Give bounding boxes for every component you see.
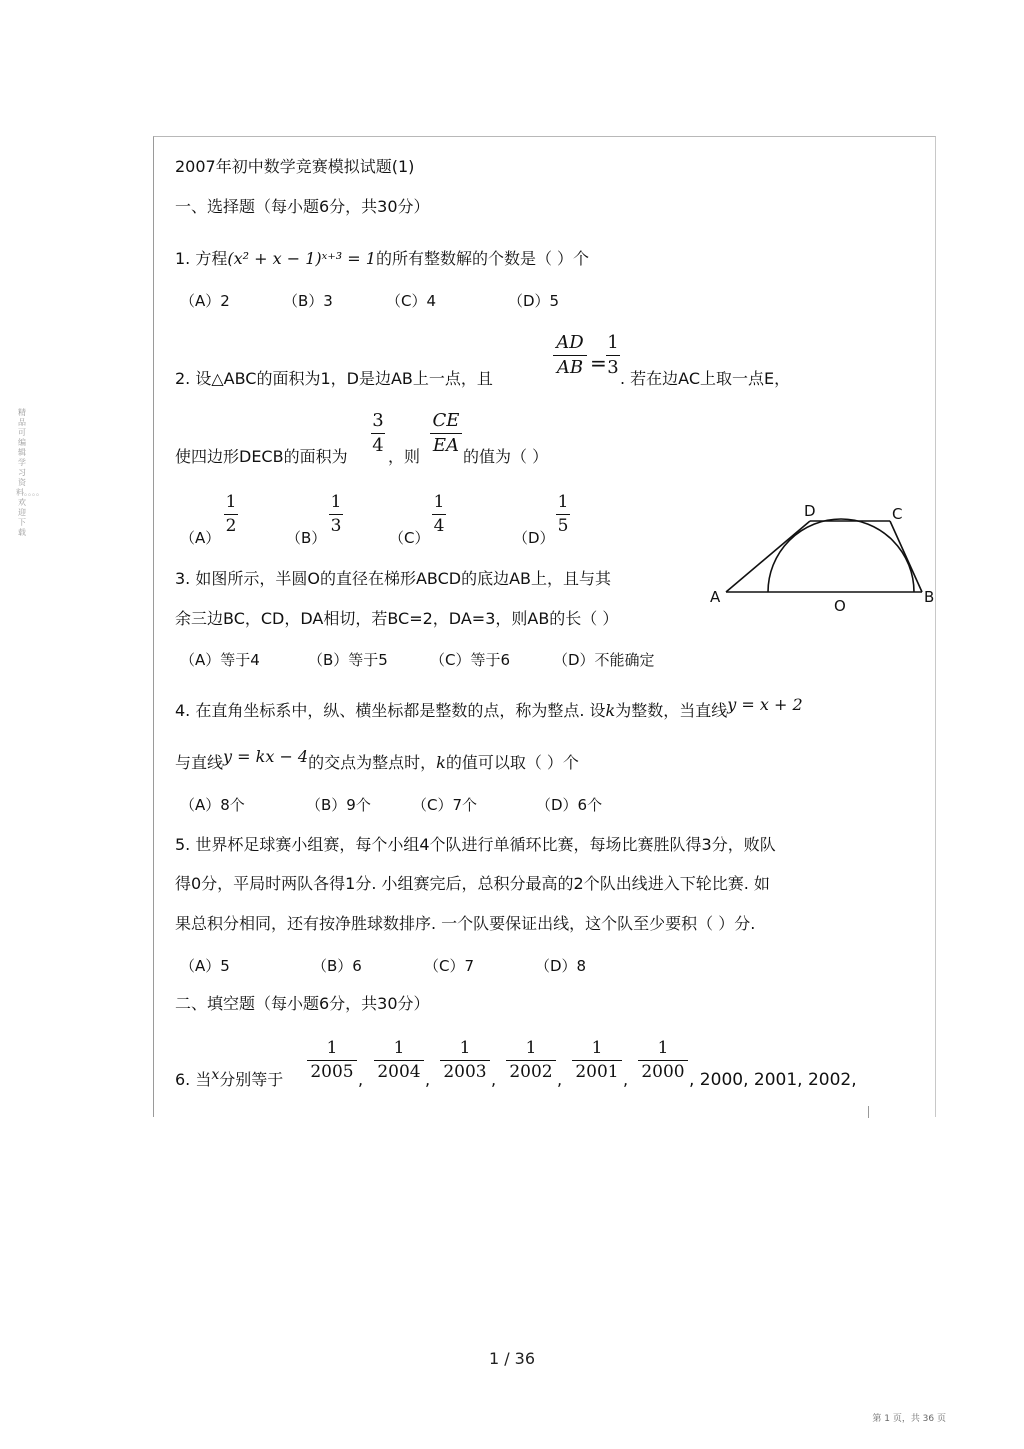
q2-ratio-denominator: AB xyxy=(556,357,584,378)
section-2-heading: 二、填空题（每小题6分，共30分） xyxy=(175,994,430,1013)
fraction-bar xyxy=(638,1060,688,1061)
q2-ce-ea-fraction xyxy=(430,412,462,455)
fraction-bar xyxy=(307,1060,357,1061)
q2-value-denominator: 3 xyxy=(607,357,619,378)
doc-title: 2007年初中数学竞赛模拟试题(1) xyxy=(175,157,415,176)
q4-prefix: 4. 在直角坐标系中，纵、横坐标都是整数的点，称为整点. 设 xyxy=(175,701,606,720)
q1-option-d: （D）5 xyxy=(508,292,560,310)
option-denominator: 2 xyxy=(225,516,237,536)
q6-fraction-1 xyxy=(307,1040,357,1081)
option-numerator: 1 xyxy=(557,492,569,512)
q2-option-d-label: （D） xyxy=(513,529,555,547)
q6-numerator: 1 xyxy=(525,1038,537,1058)
footer-page-count: 第 1 页，共 36 页 xyxy=(872,1414,946,1424)
fraction-bar xyxy=(572,1060,622,1061)
side-cb xyxy=(890,521,922,592)
page-indicator: 1 / 36 xyxy=(488,1349,536,1368)
question-4-line-1 xyxy=(175,695,803,722)
q6-numerator: 1 xyxy=(459,1038,471,1058)
q2-line-2-suffix: 的值为（ ） xyxy=(463,447,549,466)
q2-ce-numerator: CE xyxy=(432,410,460,431)
fraction-bar xyxy=(329,514,343,515)
q4-line-2-suffix: 的值可以取（ ）个 xyxy=(445,753,579,772)
fraction-bar xyxy=(430,433,462,434)
semicircle-arc xyxy=(768,519,914,592)
q6-denominator: 2001 xyxy=(575,1062,619,1082)
q6-x-variable: x xyxy=(211,1067,220,1083)
q4-mid: 为整数，当直线 xyxy=(615,701,728,720)
q4-option-c: （C）7个 xyxy=(412,796,478,814)
option-numerator: 1 xyxy=(225,492,237,512)
q3-option-b: （B）等于5 xyxy=(308,651,388,669)
fraction-bar xyxy=(556,514,570,515)
q4-k-variable: k xyxy=(436,753,446,772)
q2-area-numerator: 3 xyxy=(372,410,384,431)
label-d: D xyxy=(804,502,816,520)
comma: , xyxy=(358,1070,364,1089)
q3-option-d: （D）不能确定 xyxy=(553,651,655,669)
q5-option-a: （A）5 xyxy=(180,957,230,975)
q4-option-a: （A）8个 xyxy=(180,796,245,814)
q1-option-a: （A）2 xyxy=(180,292,230,310)
fraction-bar xyxy=(606,355,620,356)
q3-option-a: （A）等于4 xyxy=(180,651,260,669)
q2-area-fraction xyxy=(371,412,385,455)
q6-prefix: 6. 当 xyxy=(175,1070,212,1089)
option-numerator: 1 xyxy=(330,492,342,512)
question-1 xyxy=(175,248,589,270)
option-denominator: 4 xyxy=(433,516,445,536)
q5-line-1: 5. 世界杯足球赛小组赛，每个小组4个队进行单循环比赛，每场比赛胜队得3分，败队 xyxy=(175,835,776,854)
q4-line-formula-1: y = x + 2 xyxy=(727,695,803,714)
q3-option-c: （C）等于6 xyxy=(430,651,511,669)
q2-value-numerator: 1 xyxy=(607,332,619,353)
q6-denominator: 2004 xyxy=(377,1062,421,1082)
section-1-heading: 一、选择题（每小题6分，共30分） xyxy=(175,197,430,216)
q5-line-3: 果总积分相同，还有按净胜球数排序. 一个队要保证出线，这个队至少要积（ ）分. xyxy=(175,914,756,933)
q5-option-c: （C）7 xyxy=(424,957,475,975)
q6-numerator: 1 xyxy=(326,1038,338,1058)
q2-line-2-mid: ，则 xyxy=(388,447,421,466)
q2-area-denominator: 4 xyxy=(372,435,384,456)
fraction-bar xyxy=(224,514,238,515)
q1-formula: (x² + x − 1)ˣ⁺³ = 1 xyxy=(227,249,376,268)
comma: , xyxy=(425,1070,431,1089)
frame-tick xyxy=(868,1106,869,1118)
fraction-bar xyxy=(506,1060,556,1061)
fraction-bar xyxy=(371,433,385,434)
q6-fraction-6 xyxy=(638,1040,688,1081)
q2-option-c-label: （C） xyxy=(389,529,430,547)
q4-line-formula-2: y = kx − 4 xyxy=(223,747,309,766)
q2-option-b-label: （B） xyxy=(286,529,327,547)
label-a: A xyxy=(710,588,721,606)
option-denominator: 5 xyxy=(557,516,569,536)
q6-fraction-2 xyxy=(374,1040,424,1081)
q2-option-d-fraction xyxy=(556,494,570,535)
fraction-bar xyxy=(553,355,587,356)
q3-line-2: 余三边BC，CD，DA相切，若BC=2，DA=3，则AB的长（ ） xyxy=(175,609,619,628)
q1-option-b: （B）3 xyxy=(283,292,333,310)
q2-option-a-label: （A） xyxy=(180,529,221,547)
q1-option-c: （C）4 xyxy=(386,292,437,310)
side-watermark: 精品可编辑学习资料。。。。欢迎下载 xyxy=(16,408,44,537)
q3-line-1: 3. 如图所示，半圆O的直径在梯形ABCD的底边AB上，且与其 xyxy=(175,569,612,588)
q4-option-b: （B）9个 xyxy=(306,796,371,814)
option-denominator: 3 xyxy=(330,516,342,536)
label-c: C xyxy=(892,505,903,523)
q2-line-2-prefix: 使四边形DECB的面积为 xyxy=(175,447,348,466)
q5-line-2: 得0分，平局时两队各得1分. 小组赛完后，总积分最高的2个队出线进入下轮比赛. 如 xyxy=(175,874,770,893)
q6-fraction-4 xyxy=(506,1040,556,1081)
fraction-bar xyxy=(432,514,446,515)
option-numerator: 1 xyxy=(433,492,445,512)
q2-ea-denominator: EA xyxy=(432,435,460,456)
comma: , xyxy=(623,1070,629,1089)
q6-fraction-5 xyxy=(572,1040,622,1081)
question-4-line-2 xyxy=(175,747,579,774)
fraction-bar xyxy=(374,1060,424,1061)
q2-line-1-suffix: . 若在边AC上取一点E， xyxy=(620,369,791,388)
trapezoid-semicircle-figure xyxy=(700,498,940,616)
q4-line-2-prefix: 与直线 xyxy=(175,753,224,772)
q6-fraction-3 xyxy=(440,1040,490,1081)
q2-option-c-fraction xyxy=(432,494,446,535)
q4-option-d: （D）6个 xyxy=(536,796,603,814)
q6-denominator: 2002 xyxy=(509,1062,553,1082)
q6-numerator: 1 xyxy=(393,1038,405,1058)
label-o: O xyxy=(834,597,846,615)
q5-option-d: （D）8 xyxy=(535,957,587,975)
comma: , xyxy=(557,1070,563,1089)
q2-option-b-fraction xyxy=(329,494,343,535)
comma: , xyxy=(491,1070,497,1089)
q6-denominator: 2005 xyxy=(310,1062,354,1082)
q4-line-2-mid: 的交点为整点时， xyxy=(308,753,437,772)
q2-line-1-prefix: 2. 设△ABC的面积为1，D是边AB上一点，且 xyxy=(175,369,493,388)
label-b: B xyxy=(924,588,935,606)
q6-numerator: 1 xyxy=(657,1038,669,1058)
q6-numerator: 1 xyxy=(591,1038,603,1058)
q2-ad-ab-fraction xyxy=(553,334,587,377)
q2-ratio-numerator: AD xyxy=(556,332,584,353)
q2-option-a-fraction xyxy=(224,494,238,535)
q6-denominator: 2003 xyxy=(443,1062,487,1082)
q6-denominator: 2000 xyxy=(641,1062,685,1082)
q1-suffix: 的所有整数解的个数是（ ）个 xyxy=(375,249,590,268)
q4-k-variable: k xyxy=(605,701,616,720)
fraction-bar xyxy=(440,1060,490,1061)
q5-option-b: （B）6 xyxy=(312,957,362,975)
q2-one-third-fraction xyxy=(606,334,620,377)
q2-equals: = xyxy=(590,351,607,375)
q1-prefix: 1. 方程 xyxy=(175,249,228,268)
q6-mid: 分别等于 xyxy=(219,1070,284,1089)
question-6-prefix xyxy=(175,1069,283,1092)
q6-tail: , 2000, 2001, 2002, xyxy=(689,1070,857,1090)
